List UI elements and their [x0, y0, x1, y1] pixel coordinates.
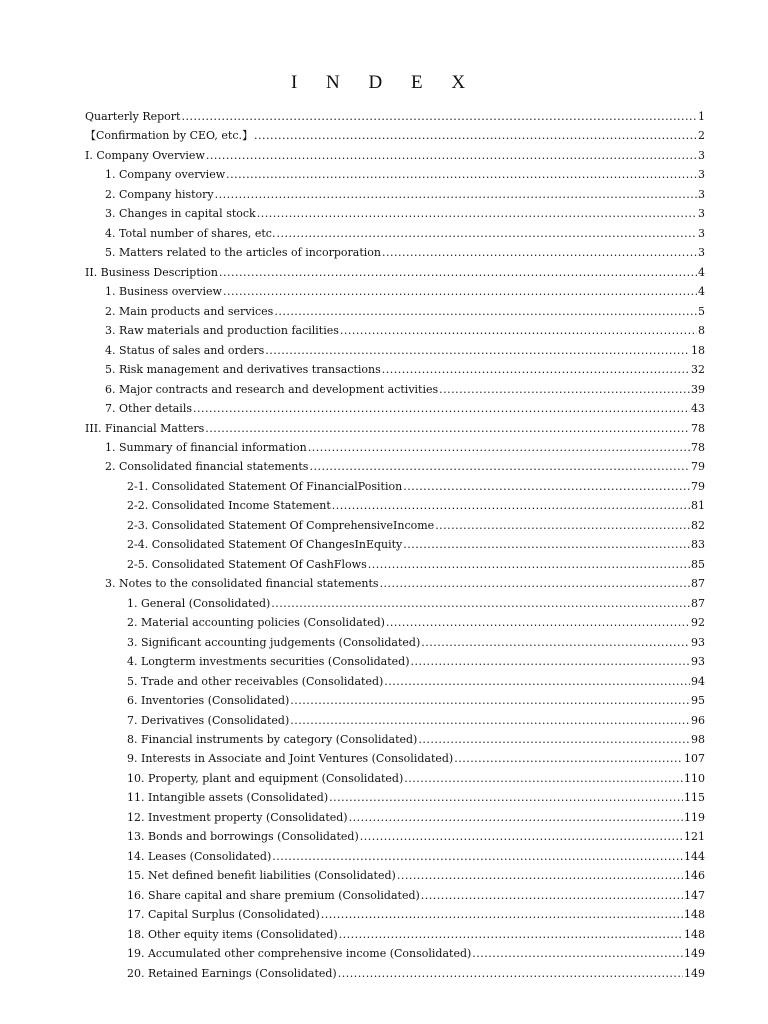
toc-entry[interactable]	[85, 204, 705, 223]
dot-leader	[205, 419, 690, 438]
toc-entry-label: 18. Other equity items (Consolidated)	[127, 927, 338, 941]
dot-leader	[329, 788, 683, 807]
toc-entry[interactable]	[85, 749, 705, 768]
toc-entry-page-number: 107	[684, 752, 705, 766]
dot-leader	[386, 613, 690, 632]
toc-entry-label: 1. Summary of financial information	[105, 440, 307, 454]
toc-entry-label: 16. Share capital and share premium (Consolidated)	[127, 888, 420, 902]
toc-entry[interactable]	[85, 477, 705, 496]
toc-entry-page-number: 3	[698, 187, 705, 201]
toc-entry-page-number: 4	[698, 265, 705, 279]
toc-entry-page-number: 87	[691, 577, 705, 591]
dot-leader	[271, 594, 690, 613]
toc-entry-page-number: 149	[684, 966, 705, 980]
toc-entry-label: 2. Material accounting policies (Consolidated)	[127, 616, 385, 630]
table-of-contents	[85, 107, 705, 983]
toc-entry-label: 13. Bonds and borrowings (Consolidated)	[127, 830, 359, 844]
dot-leader	[193, 399, 690, 418]
toc-entry-page-number: 18	[691, 343, 705, 357]
toc-entry[interactable]	[85, 243, 705, 262]
dot-leader	[257, 204, 697, 223]
toc-entry-page-number: 110	[684, 771, 705, 785]
toc-entry[interactable]	[85, 788, 705, 807]
page-title: I N D E X	[290, 72, 478, 93]
toc-entry[interactable]	[85, 866, 705, 885]
toc-entry-label: 2. Company history	[105, 187, 214, 201]
dot-leader	[382, 243, 697, 262]
toc-entry-label: 11. Intangible assets (Consolidated)	[127, 791, 329, 805]
toc-entry-label: 3. Changes in capital stock	[105, 207, 256, 221]
toc-entry-label: 4. Status of sales and orders	[105, 343, 265, 357]
toc-entry-label: 20. Retained Earnings (Consolidated)	[127, 966, 337, 980]
dot-leader	[349, 808, 683, 827]
dot-leader	[181, 107, 697, 126]
toc-entry-label: 9. Interests in Associate and Joint Ventures (Consolidated)	[127, 752, 454, 766]
dot-leader	[340, 321, 697, 340]
toc-entry-label: 【Confirmation by CEO, etc.】	[85, 129, 254, 143]
toc-entry-label: 6. Inventories (Consolidated)	[127, 694, 290, 708]
toc-entry-page-number: 78	[691, 440, 705, 454]
toc-entry-label: 12. Investment property (Consolidated)	[127, 810, 348, 824]
toc-entry-label: 1. Company overview	[105, 168, 226, 182]
toc-entry-page-number: 79	[691, 479, 705, 493]
toc-entry[interactable]	[85, 769, 705, 788]
dot-leader	[360, 827, 683, 846]
toc-entry-label: 2. Main products and services	[105, 304, 274, 318]
toc-entry-page-number: 146	[684, 869, 705, 883]
toc-entry-label: 4. Total number of shares, etc.	[105, 226, 276, 240]
dot-leader	[382, 360, 690, 379]
toc-entry-page-number: 83	[691, 538, 705, 552]
dot-leader	[421, 886, 683, 905]
toc-entry-page-number: 78	[691, 421, 705, 435]
toc-entry-label: 8. Financial instruments by category (Consolidated)	[127, 733, 418, 746]
toc-entry-page-number: 119	[684, 810, 705, 824]
toc-entry-page-number: 3	[698, 148, 705, 162]
toc-entry[interactable]	[85, 146, 705, 165]
dot-leader	[308, 438, 690, 457]
toc-entry-label: 14. Leases (Consolidated)	[127, 849, 272, 863]
toc-entry-page-number: 147	[684, 888, 705, 902]
toc-entry[interactable]	[85, 419, 705, 438]
toc-entry[interactable]	[85, 360, 705, 379]
toc-entry[interactable]	[85, 672, 705, 691]
dot-leader	[454, 749, 683, 768]
toc-entry[interactable]	[85, 224, 705, 243]
toc-entry-label: Quarterly Report	[85, 110, 181, 123]
toc-entry-label: 7. Other details	[105, 402, 192, 416]
toc-entry[interactable]	[85, 126, 705, 145]
dot-leader	[411, 652, 691, 671]
dot-leader	[276, 224, 697, 243]
dot-leader	[338, 964, 683, 983]
dot-leader	[368, 555, 690, 574]
toc-entry-page-number: 81	[691, 499, 705, 513]
toc-entry-page-number: 3	[698, 246, 705, 260]
toc-entry[interactable]	[85, 633, 705, 652]
dot-leader	[435, 516, 690, 535]
toc-entry[interactable]	[85, 905, 705, 924]
dot-leader	[290, 691, 690, 710]
toc-entry-label: 2-5. Consolidated Statement Of CashFlows	[127, 557, 367, 571]
toc-entry-page-number: 92	[691, 616, 705, 630]
dot-leader	[403, 477, 690, 496]
dot-leader	[321, 905, 683, 924]
toc-entry[interactable]	[85, 652, 705, 671]
dot-leader	[219, 263, 697, 282]
toc-entry-label: 1. General (Consolidated)	[127, 596, 271, 610]
toc-entry-page-number: 3	[698, 207, 705, 221]
toc-entry[interactable]	[85, 165, 705, 184]
toc-entry-page-number: 144	[684, 849, 705, 863]
toc-entry[interactable]	[85, 944, 705, 963]
toc-entry-page-number: 98	[691, 733, 705, 746]
dot-leader	[472, 944, 683, 963]
toc-entry-label: 2. Consolidated financial statements	[105, 460, 309, 474]
toc-entry-label: III. Financial Matters	[85, 421, 205, 435]
toc-entry-label: 2-1. Consolidated Statement Of FinancialPosition	[127, 479, 403, 493]
toc-entry-label: 7. Derivatives (Consolidated)	[127, 713, 290, 727]
dot-leader	[418, 730, 690, 749]
toc-entry[interactable]	[85, 574, 705, 593]
toc-entry-page-number: 3	[698, 168, 705, 182]
toc-entry-label: 3. Significant accounting judgements (Consolidated)	[127, 635, 421, 649]
toc-entry-page-number: 94	[691, 674, 705, 688]
toc-entry-label: 19. Accumulated other comprehensive income (Consolidated)	[127, 947, 472, 961]
dot-leader	[421, 633, 690, 652]
toc-entry-page-number: 96	[691, 713, 705, 727]
toc-entry-label: 1. Business overview	[105, 285, 222, 299]
toc-entry-label: 3. Raw materials and production facilities	[105, 324, 339, 338]
dot-leader	[339, 925, 683, 944]
toc-entry[interactable]	[85, 827, 705, 846]
toc-entry[interactable]	[85, 321, 705, 340]
toc-entry-label: 5. Matters related to the articles of incorporation	[105, 246, 381, 260]
toc-entry-page-number: 148	[684, 908, 705, 922]
toc-entry-page-number: 149	[684, 947, 705, 961]
toc-entry-page-number: 115	[684, 791, 705, 805]
toc-entry-page-number: 4	[698, 285, 705, 299]
dot-leader	[332, 496, 690, 515]
toc-entry[interactable]	[85, 964, 705, 983]
toc-entry[interactable]	[85, 691, 705, 710]
toc-entry-page-number: 43	[691, 402, 705, 416]
dot-leader	[272, 847, 683, 866]
toc-entry-label: 2-3. Consolidated Statement Of ComprehensiveIncome	[127, 518, 435, 532]
toc-entry-label: 5. Risk management and derivatives transactions	[105, 363, 381, 377]
toc-entry[interactable]	[85, 516, 705, 535]
toc-entry[interactable]	[85, 711, 705, 730]
toc-entry-page-number: 8	[698, 324, 705, 338]
toc-entry[interactable]	[85, 263, 705, 282]
toc-entry-label: 2-2. Consolidated Income Statement	[127, 499, 331, 513]
toc-entry-page-number: 87	[691, 596, 705, 610]
toc-entry-page-number: 85	[691, 557, 705, 571]
toc-entry[interactable]	[85, 594, 705, 613]
dot-leader	[215, 185, 697, 204]
toc-entry-page-number: 148	[684, 927, 705, 941]
dot-leader	[384, 672, 690, 691]
toc-entry[interactable]	[85, 341, 705, 360]
toc-entry[interactable]	[85, 847, 705, 866]
toc-entry-page-number: 32	[691, 363, 705, 377]
toc-entry-page-number: 95	[691, 694, 705, 708]
toc-entry-label: 4. Longterm investments securities (Consolidated)	[127, 655, 410, 669]
toc-entry[interactable]	[85, 925, 705, 944]
toc-entry-label: 2-4. Consolidated Statement Of ChangesInEquity	[127, 538, 403, 552]
toc-entry-label: 10. Property, plant and equipment (Consolidated)	[127, 771, 404, 785]
toc-entry[interactable]	[85, 555, 705, 574]
toc-entry-page-number: 121	[684, 830, 705, 844]
dot-leader	[439, 380, 690, 399]
toc-entry-page-number: 39	[691, 382, 705, 396]
dot-leader	[309, 457, 690, 476]
toc-entry-label: 3. Notes to the consolidated financial statements	[105, 577, 379, 591]
toc-entry-page-number: 93	[691, 635, 705, 649]
toc-entry[interactable]	[85, 613, 705, 632]
toc-entry[interactable]	[85, 886, 705, 905]
toc-entry[interactable]	[85, 107, 705, 126]
toc-entry-label: 15. Net defined benefit liabilities (Consolidated)	[127, 869, 396, 883]
toc-entry-label: 5. Trade and other receivables (Consolidated)	[127, 674, 384, 688]
dot-leader	[404, 769, 683, 788]
toc-entry-label: I. Company Overview	[85, 148, 205, 162]
toc-entry[interactable]	[85, 808, 705, 827]
toc-entry-page-number: 1	[698, 110, 705, 123]
toc-entry[interactable]	[85, 535, 705, 554]
dot-leader	[274, 302, 697, 321]
toc-entry-page-number: 3	[698, 226, 705, 240]
toc-entry[interactable]	[85, 302, 705, 321]
dot-leader	[397, 866, 683, 885]
dot-leader	[265, 341, 690, 360]
toc-entry[interactable]	[85, 185, 705, 204]
dot-leader	[290, 711, 690, 730]
dot-leader	[254, 126, 697, 145]
dot-leader	[206, 146, 697, 165]
toc-entry-label: 17. Capital Surplus (Consolidated)	[127, 908, 320, 922]
toc-entry[interactable]	[85, 380, 705, 399]
toc-entry-page-number: 79	[691, 460, 705, 474]
toc-entry-page-number: 82	[691, 518, 705, 532]
dot-leader	[403, 535, 690, 554]
toc-entry-page-number: 2	[698, 129, 705, 143]
toc-entry[interactable]	[85, 438, 705, 457]
toc-entry-label: 6. Major contracts and research and development activities	[105, 382, 439, 396]
dot-leader	[380, 574, 690, 593]
toc-entry[interactable]	[85, 399, 705, 418]
dot-leader	[223, 282, 697, 301]
toc-entry[interactable]	[85, 457, 705, 476]
toc-entry[interactable]	[85, 730, 705, 749]
toc-entry-page-number: 5	[698, 304, 705, 318]
toc-entry[interactable]	[85, 282, 705, 301]
toc-entry-label: II. Business Description	[85, 265, 218, 279]
toc-entry[interactable]	[85, 496, 705, 515]
toc-entry-page-number: 93	[691, 655, 705, 669]
dot-leader	[226, 165, 697, 184]
